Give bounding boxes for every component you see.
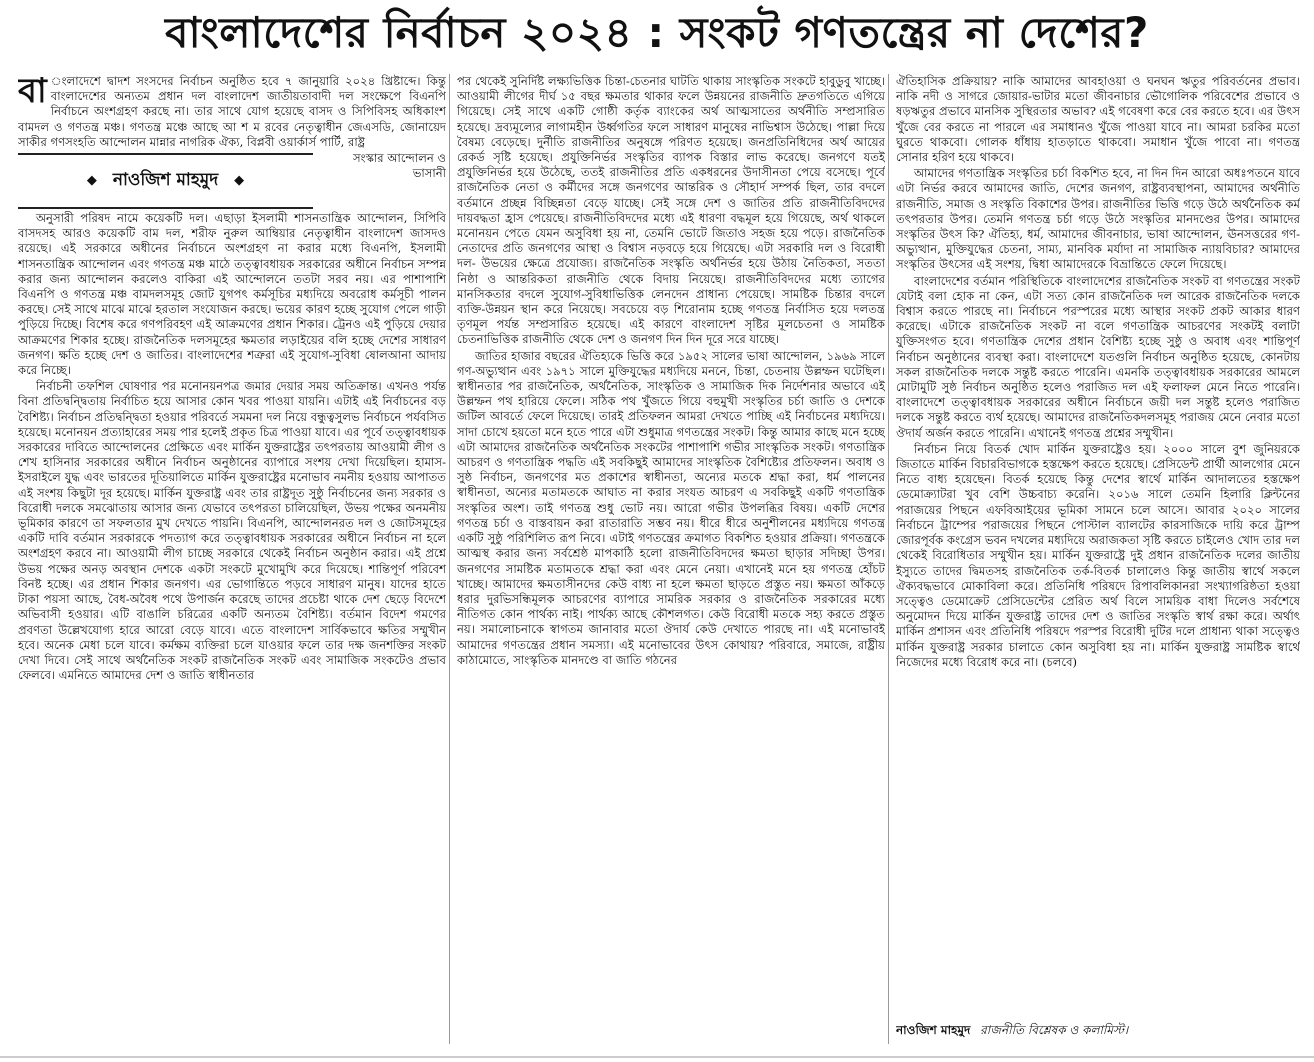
column-2 [457,74,885,1046]
diamond-right-icon: ◆ [234,173,245,189]
paragraph: বাংলাদেশের বর্তমান পরিস্থিতিকে বাংলাদেশের রাজনৈতিক সংকট বা গণতন্ত্রের সংকট যেটাই বলা হোক না কেন, এটা সত্য কোন রাজনৈতিক দল আরেক রাজনৈতিক দলকে বিশ্বাস করতে পারছে না। নির্বাচনে পরস্পরের মধ্যে আস্থার সংকট প্রকট আকার ধারণ করেছে। এটাকে রাজনৈতিক সংকট না বলে গণতান্ত্রিক আচরণের সংকটই বলাটা যুক্তিসংগত হবে। গণতান্ত্রিক দেশের প্রধান বৈশিষ্ট্য হচ্ছে সুষ্ঠু ও অবাধ এবং শান্তিপূর্ণ নির্বাচন অনুষ্ঠানের ব্যবস্থা করা। বাংলাদেশে যতগুলি নির্বাচন অনুষ্ঠিত হয়েছে, কোনটায় সকল রাজনৈতিক দলকে সন্তুষ্ট করতে পারেনি। এমনকি তত্ত্বাবধায়ক সরকারের আমলে মোটামুটি সুষ্ঠ নির্বাচন অনুষ্ঠিত হলেও পরাজিত দল এই ফলাফল মেনে নিতে পারেনি। বাংলাদেশে তত্ত্বাবধায়ক সরকারের অধীনে নির্বাচনে জয়ী দল সন্তুষ্ট হলেও পরাজিত দলকে সন্তুষ্ট করতে ব্যর্থ হয়েছে। আমাদের রাজনৈতিকদলসমূহ পরাজয় মেনে নেবার মতো ঔদার্য অর্জন করতে পারেনি। এখানেই গণতন্ত্র প্রশ্নের সম্মুখীন। [896,273,1300,440]
drop-cap: বা [18,74,47,111]
signoff-role: রাজনীতি বিশ্লেষক ও কলামিস্ট। [980,1023,1129,1037]
byline-box [18,153,313,209]
signoff-author: নাওজিশ মাহমুদ [896,1023,971,1037]
column-3 [896,74,1300,1018]
column-divider [888,74,889,1044]
headline: বাংলাদেশের নির্বাচন ২০২৪ : সংকট গণতন্ত্রের না দেশের? [165,8,1149,57]
side-text: সংস্কার আন্দোলন ও ভাসানী [352,151,446,181]
lead-paragraph [18,74,446,150]
lead-text: ংলাদেশে দ্বাদশ সংসদের নির্বাচন অনুষ্ঠিত হবে ৭ জানুয়ারি ২০২৪ খ্রিষ্টাব্দে। কিন্তু বাংলাদেশের অন্যতম প্রধান দল বাংলাদেশ জাতীয়তাবাদী দল সংক্ষেপে বিএনপি নির্বাচনে অংশগ্রহণ করছে না। তার সাথে যোগ হয়েছে বাসদ ও সিপিবিসহ অধিকাংশ বামদল ও গণতন্ত্র মঞ্চ। গণতন্ত্র মঞ্চে আছে আ শ ম রবের নেতৃত্বাধীন জেএসডি, জোনায়েদ সাকীর গণসংহতি আন্দোলন মান্নার নাগরিক ঐক্য, বিপ্লবী ওয়ার্কার্স পার্টি, রাষ্ট্র [18,74,446,149]
diamond-left-icon: ◆ [86,173,97,189]
author-signoff [896,1022,1300,1038]
paragraph: পর থেকেই সুনির্দিষ্ট লক্ষ্যভিত্তিক চিন্তা-চেতনার ঘাটতি থাকায় সাংস্কৃতিক সংকটে হাবুডুবু খাচ্ছে। আওয়ামী লীগের দীর্ঘ ১৫ বছর ক্ষমতার থাকার ফলে উন্নয়নের রাজনীতি দ্রুতগতিতে এগিয়ে গিয়েছে। সেই সাথে একটি গোষ্ঠী কর্তৃক ব্যাংকের অর্থ আত্মসাতের অর্থনীতি সম্প্রসারিত হয়েছে। দ্রব্যমূল্যের লাগামহীন উর্ধ্বগতির ফলে সাধারণ মানুষের নাভিশ্বাস উঠেছে। পাল্লা দিয়ে বৈষম্য বেড়েছে। দুর্নীতি রাজনীতির অনুষঙ্গে পরিণত হয়েছে। জনপ্রতিনিধিদের অর্থ আয়ের রেকর্ড সৃষ্টি হয়েছে। প্রযুক্তিনির্ভর সংস্কৃতির ব্যাপক বিস্তার লাভ করেছে। জনগণে যতই প্রযুক্তিনির্ভর হয়ে উঠেছে, ততই রাজনীতির প্রতি একধরনের উদাসীনতা পেয়ে বসেছে। পূর্বে রাজনৈতিক নেতা ও কর্মীদের সঙ্গে জনগণের আন্তরিক ও সৌহার্দ সম্পর্ক ছিল, তার বদলে বর্তমানে প্রচ্ছন্ন বিচ্ছিন্নতা বেড়ে যাচ্ছে। সেই সঙ্গে দেশ ও জাতির প্রতি রাজনীতিবিদদের দায়বদ্ধতা হ্রাস পেয়েছে। রাজনীতিবিদদের মধ্যে এই ধারণা বদ্ধমূল হয়ে গিয়েছে, অর্থ থাকলে মনোনয়ন পেতে যেমন অসুবিধা হয় না, তেমনি ভোটে জিতাও সহজ হয়ে পড়ে। রাজনৈতিক নেতাদের প্রতি জনগণের আস্থা ও বিশ্বাস নড়বড়ে হয়ে গিয়েছে। এটা সরকারি দল ও বিরোধী দল- উভয়ের ক্ষেত্রে প্রযোজ্য। রাজনৈতিক সংস্কৃতি অর্থনির্ভর হয়ে উঠায় নৈতিকতা, সততা নিষ্ঠা ও আন্তরিকতা রাজনীতি থেকে বিদায় নিয়েছে। রাজনীতিবিদদের মধ্যে ত্যাগের মানসিকতার বদলে সুযোগ-সুবিধাভিত্তিক লেনদেন প্রাধান্য পেয়েছে। সামষ্টিক চিন্তার বদলে ব্যক্তি-উন্নয়ন স্থান করে নিয়েছে। সবচেয়ে বড় শিরোনাম হচ্ছে গণতন্ত্র নির্বাসিত হয়ে দলতন্ত্র তৃণমূল পর্যন্ত সম্প্রসারিত হয়েছে। এই কারণে বাংলাদেশ সৃষ্টির মূলচেতনা ও সামষ্টিক চেতনাভিত্তিক রাজনীতি থেকে দেশ ও জনগণ দিন দিন দূরে সরে যাচ্ছে। [457,74,885,347]
paragraph: নির্বাচন নিয়ে বিতর্ক খোদ মার্কিন যুক্তরাষ্ট্রেও হয়। ২০০০ সালে বুশ জুনিয়রকে জিতাতে মার্কিন বিচারবিভাগকে হস্তক্ষেপ করতে হয়েছে। প্রেসিডেন্ট প্রার্থী আলগোর মেনে নিতে বাধ্য হয়েছেন। বিতর্ক হয়েছে কিন্তু দেশের স্বার্থে মার্কিন আদালতের হস্তক্ষেপ ডেমোক্র্যাটরা খুব বেশি উচ্চবাচ্য করেনি। ২০১৬ সালে তেমনি হিলারি ক্লিন্টনের পরাজয়ের পিছনে এফবিআইয়ের ভূমিকা সামনে চলে আসে। আবার ২০২০ সালের নির্বাচনে ট্রাম্পের পরাজয়ের পিছনে পোস্টাল ব্যালটের কারসাজিকে দায়ি করে ট্রাম্প জোরপূর্বক কংগ্রেস ভবন দখলের মধ্যদিয়ে অরাজকতা সৃষ্টি করতে চাইলেও খোদ তার দল থেকেই বিরোধিতার সম্মুখীন হয়। মার্কিন যুক্তরাষ্ট্রে দুই প্রধান রাজনৈতিক দলের জাতীয় ইস্যুতে তাদের দ্বিমতসহ রাজনৈতিক তর্ক-বিতর্ক চালালেও কিন্তু জাতীয় স্বার্থে সকলে ঐক্যবদ্ধভাবে মোকাবিলা করে। প্রতিনিধি পরিষদে রিপাবলিকানরা সংখ্যাগরিষ্ঠতা হওয়া সত্ত্বেও ডেমোক্রেট প্রেসিডেন্টের প্রেরিত অর্থ বিলে সাময়িক বাধা দিলেও সর্বশেষে অনুমোদন দিয়ে মার্কিন যুক্তরাষ্ট্র তাদের দেশ ও জাতির সংস্কৃতি স্বার্থ রক্ষা করে। অর্থাৎ মার্কিন প্রশাসন এবং প্রতিনিধি পরিষদে পরস্পর বিরোধী দুটির দলে প্রাধান্য থাকা সত্ত্বেও মার্কিন যুক্তরাষ্ট্র সরকার চালাতে কোন অসুবিধা হয় না। মার্কিন যুক্তরাষ্ট্র সামষ্টিক স্বার্থে নিজেদের মধ্যে বিরোধ করে না। (চলবে) [896,441,1300,669]
paragraph: অনুসারী পরিষদ নামে কয়েকটি দল। এছাড়া ইসলামী শাসনতান্ত্রিক আন্দোলন, সিপিবি বাসদসহ আরও কয়েকটি বাম দল, শরীফ নুরুল আম্বিয়ার নেতৃত্বাধীন বাংলাদেশ জাসদও রয়েছে। এই সরকারে অধীনের নির্বাচনে অংশগ্রহণ না করার মধ্যে বিএনপি, ইসলামী শাসনতান্ত্রিক আন্দোলন এবং গণতন্ত্র মঞ্চ মাঠে তত্ত্বাবধায়ক সরকারের অধীনে নির্বাচন সম্পন্ন করার জন্য আন্দোলন করলেও বাকিরা এই আন্দোলনে ততটা সরব নয়। এর পাশাপাশি বিএনপি ও গণতন্ত্র মঞ্চ বামদলসমূহ জোট যুগপৎ কর্মসূচির মধ্যদিয়ে অবরোধ কর্মসূচী পালন করছে। সেই সাথে মাঝে মাঝে হরতাল সংযোজন করছে। ভয়ের কারণ হচ্ছে সুযোগ পেলে গাড়ী পুড়িয়ে দিচ্ছে। বিশেষ করে গণপরিবহণ এই আক্রমণের প্রধান শিকার। ট্রেনও এই পুড়িয়ে দেয়ার আক্রমণের শিকার হচ্ছে। রাজনৈতিক দলসমূহের ক্ষমতার লড়াইয়ের বলি হচ্ছে দেশের সাধারণ জনগণ। ক্ষতি হচ্ছে দেশ ও জাতির। বাংলাদেশের শত্রুরা এই সুযোগ-সুবিধা ষোলআনা আদায় করে নিচ্ছে। [18,211,446,378]
column-divider [449,74,450,1044]
bottom-border [0,1056,1314,1058]
paragraph: নির্বাচনী তফশিল ঘোষণার পর মনোনয়নপত্র জমার দেয়ার সময় অতিক্রান্ত। এখনও পর্যন্ত বিনা প্রতিদ্বন্দ্বিতায় নির্বাচিত হয়ে আসার কোন খবর পাওয়া যায়নি। এটাই এই নির্বাচনের বড় বৈশিষ্ট্য। নির্বাচন প্রতিদ্বন্দ্বিতা হওয়ার পরিবর্তে সমমনা দল নিয়ে বন্ধুত্বসুলভ নির্বাচনে পর্যবসিত হয়েছে। মনোনয়ন প্রত্যাহারের সময় পার হলেই প্রকৃত চিত্র পাওয়া যাবে। এর পূর্বে তত্ত্বাবধায়ক সরকারের দাবিতে আন্দোলনের প্রেক্ষিতে এবং মার্কিন যুক্তরাষ্ট্রের তৎপরতায় আওয়ামী লীগ ও শেখ হাসিনার সরকারের অধীনে নির্বাচন অনুষ্ঠানের ব্যাপারে সংশয় দেখা দিয়েছিল। হামাস-ইসরাইলে যুদ্ধ এবং ভারতের দূতিয়ালিতে মার্কিন যুক্তরাষ্ট্রের মনোভাব নমনীয় হওয়ায় আপাতত এই সংশয় কিছুটা দূর হয়েছে। মার্কিন যুক্তরাষ্ট্র এবং তার রাষ্ট্রদূত সুষ্ঠু নির্বাচনের জন্য সরকার ও বিরোধী দলকে সমঝোতায় আসার জন্য যেভাবে তৎপরতা চালিয়েছিল, উভয় পক্ষের অনমনীয় ভূমিকার কারণে তা সফলতার মুখ দেখতে পায়নি। বিএনপি, আন্দোলনরত দল ও জোটসমূহের একটি দাবি বর্তমান সরকারকে পদত্যাগ করে তত্ত্বাবধায়ক সরকারের অধীনে নির্বাচন না হলে অংশগ্রহণ করবে না। আওয়ামী লীগ চাচ্ছে সরকারে থেকেই নির্বাচন অনুষ্ঠান করার। এই প্রশ্নে উভয় পক্ষের অনড় অবস্থান দেশকে একটা সংকটে মুখোমুখি করে দিয়েছে। শান্তিপূর্ণ পরিবেশ বিনষ্ট হচ্ছে। এর প্রধান শিকার জনগণ। এর ভোগান্তিতে পড়বে সাধারণ মানুষ। যাদের হাতে টাকা পয়সা আছে, বৈধ-অবৈধ পথে উপার্জন করেছে তাদের প্রচেষ্টা থাকে দেশ ছেড়ে বিদেশে অভিবাসী হওয়ার। এটি বাঙালি চরিত্রের একটি অন্যতম বৈশিষ্ট্য। বর্তমান বিদেশ গমণের প্রবণতা উল্লেখযোগ্য হারে আরো বেড়ে যাবে। এতে বাংলাদেশ সার্বিকভাবে ক্ষতির সম্মুখীন হবে। অনেক মেধা চলে যাবে। কর্মক্ষম ব্যক্তিরা চলে যাওয়ার ফলে তার দক্ষ জনশক্তির সংকট দেখা দিবে। সেই সাথে অর্থনৈতিক সংকট রাজনৈতিক সংকট এবং সামাজিক সংকটেও প্রভাব ফেলবে। এমনিতে আমাদের দেশ ও জাতি স্বাধীনতার [18,379,446,683]
paragraph: আমাদের গণতান্ত্রিক সংস্কৃতির চর্চা বিকশিত হবে, না দিন দিন আরো অধঃপতনে যাবে এটা নির্ভর করবে আমাদের জাতি, দেশের জনগণ, রাষ্ট্রব্যবস্থাপনা, আমাদের অর্থনীতি রাজনীতি, সমাজ ও সংস্কৃতি বিকাশের উপর। রাজনীতির ভিত্তি গড়ে উঠে অর্থনৈতিক কর্ম তৎপরতার উপর। তেমনি গণতন্ত্র চর্চা গড়ে উঠে সংস্কৃতির মানদণ্ডের উপর। আমাদের সংস্কৃতির উৎস কি? ঐতিহ্য, ধর্ম, আমাদের জীবনাচার, ভাষা আন্দোলন, ঊনসত্তরের গণ-অভ্যুত্থান, মুক্তিযুদ্ধের চেতনা, সাম্য, মানবিক মর্যাদা না সামাজিক ন্যায়বিচার? আমাদের সংস্কৃতির উৎসের এই সংশয়, দ্বিধা আমাদেরকে বিভ্রান্তিতে ফেলে দিয়েছে। [896,166,1300,272]
column-1 [18,74,446,1046]
byline-author: নাওজিশ মাহমুদ [112,170,219,191]
paragraph: ঐতিহাসিক প্রক্রিয়ায়? নাকি আমাদের আবহাওয়া ও ঘনঘন ঋতুর পরিবর্তনের প্রভাব। নাকি নদী ও সাগরে জোয়ার-ভাটার মতো জীবনাচার ভৌগোলিক পরিবেশের প্রভাবে ও ষড়ঋতুর প্রভাবে মানসিক সুস্থিরতার অভাব? এই গবেষণা করে বের করতে হবে। এর উৎস খুঁজে বের করতে না পারলে এর সমাধানও খুঁজে পাওয়া যাবে না। আমরা চরকির মতো ঘুরতে থাকবো। গোলক ধাঁধায় হাতড়াতে থাকবো। সমাধান খুঁজে পাবো না। গণতন্ত্র সোনার হরিণ হয়ে থাকবে। [896,74,1300,165]
paragraph: জাতির হাজার বছরের ঐতিহ্যকে ভিত্তি করে ১৯৫২ সালের ভাষা আন্দোলন, ১৯৬৯ সালে গণ-অভ্যুত্থান এবং ১৯৭১ সালে মুক্তিযুদ্ধের মধ্যদিয়ে মননে, চিন্তা, চেতনায় উল্লম্ফন ঘটেছিল। স্বাধীনতার পর রাজনৈতিক, অর্থনৈতিক, সাংস্কৃতিক ও সামাজিক দিক নির্দেশনার অভাবে এই উল্লম্ফন পথ হারিয়ে ফেলে। সঠিক পথ খুঁজতে গিয়ে বহুমুখী সংস্কৃতির চর্চা জাতি ও দেশকে জটিল আবর্তে ফেলে দিয়েছে। তারই প্রতিফলন আমরা দেখতে পাচ্ছি এই নির্বাচনের মধ্যদিয়ে। সাদা চোখে হয়তো মনে হতে পারে এটা শুধুমাত্র গণতন্ত্রের সংকট। কিন্তু আমার কাছে মনে হচ্ছে এটা আমাদের রাজনৈতিক অর্থনৈতিক সংকটের পাশাপাশি গভীর সাংস্কৃতিক সংকট। গণতান্ত্রিক আচরণ ও গণতান্ত্রিক পদ্ধতি এই সবকিছুই আমাদের সাংস্কৃতিক বৈশিষ্ট্যের প্রতিফলন। অবাধ ও সুষ্ঠ নির্বাচন, জনগণের মত প্রকাশের স্বাধীনতা, অন্যের মতকে শ্রদ্ধা করা, ধর্ম পালনের স্বাধীনতা, অন্যের মতামতকে আঘাত না করার সংযত আচরণ এ সবকিছুই একটি গণতান্ত্রিক সংস্কৃতির অংশ। তাই গণতন্ত্র শুধু ভোট নয়। আরো গভীর উপলব্ধির বিষয়। একটি দেশের গণতন্ত্র চর্চা ও বাস্তবায়ন করা রাতারাতি সম্ভব নয়। ধীরে ধীরে অনুশীলনের মধ্যদিয়ে গণতন্ত্র একটি সুষ্ঠু পরিশিলিত রূপ নিবে। এটাই গণতন্ত্রের ক্রমাগত বিকশিত হওয়ার প্রক্রিয়া। গণতন্ত্রকে আত্মস্থ করার জন্য সর্বশ্রেষ্ঠ মাপকাঠি হলো রাজনীতিবিদদের ক্ষমতা ছাড়ার সদিচ্ছা উপর। জনগণের সামষ্টিক মতামতকে শ্রদ্ধা করা এবং মেনে নেয়া। এখানেই মনে হয় গণতন্ত্র হোঁচট খাচ্ছে। আমাদের ক্ষমতাসীনদের কেউ বাধ্য না হলে ক্ষমতা ছাড়তে প্রস্তুত নয়। ক্ষমতা আঁকড়ে ধরার দুরভিসন্ধিমূলক আচরণের ব্যাপারে সামরিক সরকার ও রাজনৈতিক সরকারের মধ্যে নীতিগত কোন পার্থক্য নাই। পার্থক্য আছে কৌশলগত। কেউ বিরোধী মতকে সহ্য করতে প্রস্তুত নয়। সমালোচনাকে স্বাগতম জানাবার মতো ঔদার্য কেউ দেখাতে পারছে না। এই মনোভাবই আমাদের গণতন্ত্রের প্রধান সমস্যা। এই মনোভাবের উৎস কোথায়? পরিবারে, সমাজে, রাষ্ট্রীয় কাঠামোতে, সাংস্কৃতিক মানদণ্ডে বা জাতি গঠনের [457,348,885,667]
